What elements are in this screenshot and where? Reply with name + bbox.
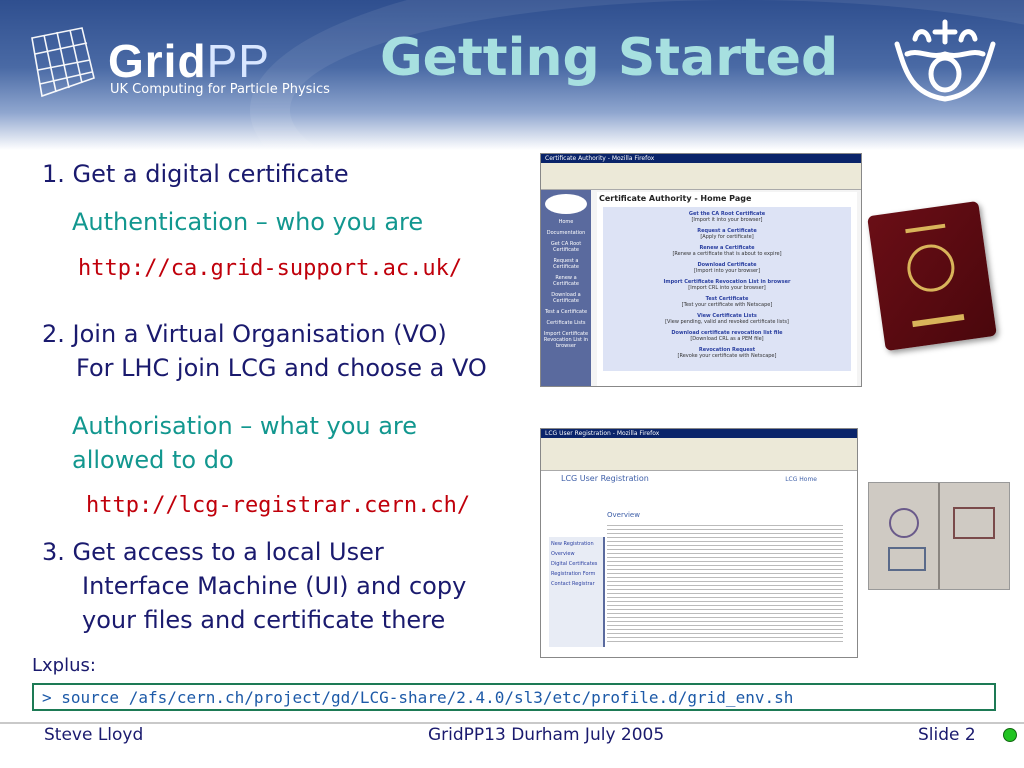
logo-tagline: UK Computing for Particle Physics bbox=[110, 82, 330, 97]
e-science-logo-icon bbox=[545, 194, 587, 214]
status-dot-icon bbox=[1003, 728, 1017, 742]
ca-link-desc: [Import into your browser] bbox=[693, 268, 761, 274]
ca-link-desc: [Apply for certificate] bbox=[700, 234, 754, 240]
royal-crest-icon bbox=[867, 201, 997, 351]
ca-link-desc: [Test your certificate with Netscape] bbox=[681, 302, 773, 308]
ca-nav-item[interactable]: Request a Certificate bbox=[553, 258, 579, 270]
lxplus-label: Lxplus: bbox=[32, 655, 96, 676]
item-1-heading: 1. Get a digital certificate bbox=[42, 160, 349, 188]
lcg-nav-sidebar bbox=[549, 537, 605, 647]
slide-title: Getting Started bbox=[380, 28, 839, 88]
ca-link-desc: [Revoke your certificate with Netscape] bbox=[677, 353, 777, 359]
ca-link[interactable]: http://ca.grid-support.ac.uk/ bbox=[78, 256, 463, 281]
ca-nav-sidebar bbox=[541, 190, 591, 386]
lcg-registrar-link[interactable]: http://lcg-registrar.cern.ch/ bbox=[86, 493, 471, 518]
item-3-heading: 3. Get access to a local User bbox=[42, 538, 384, 566]
lcg-nav-item[interactable]: Contact Registrar bbox=[551, 581, 595, 587]
ca-link-title[interactable]: Download certificate revocation list file bbox=[671, 330, 783, 336]
ca-link-desc: [Import CRL into your browser] bbox=[688, 285, 766, 291]
ca-link-desc: [View pending, valid and revoked certificate lists] bbox=[665, 319, 789, 325]
ca-window-titlebar: Certificate Authority - Mozilla Firefox bbox=[541, 154, 861, 163]
ca-link-desc: [Renew a certificate that is about to expire] bbox=[672, 251, 782, 257]
lcg-body-text-lines bbox=[607, 525, 843, 645]
lcg-browser-toolbar bbox=[541, 438, 857, 471]
ca-link-title[interactable]: Import Certificate Revocation List in browser bbox=[663, 279, 791, 285]
ca-nav-item[interactable]: Documentation bbox=[546, 230, 586, 236]
item-1-subtitle: Authentication – who you are bbox=[72, 208, 424, 236]
lcg-page-content bbox=[541, 471, 857, 657]
ca-browser-toolbar bbox=[541, 163, 861, 190]
ca-nav-item[interactable]: Certificate Lists bbox=[546, 320, 586, 326]
passport-stamps-icon bbox=[869, 483, 1009, 589]
ca-link-title[interactable]: Revocation Request bbox=[698, 347, 756, 353]
source-command: > source /afs/cern.ch/project/gd/LCG-share/2.4.0/sl3/etc/profile.d/grid_env.sh bbox=[42, 688, 794, 707]
gridpp-logo-text: GridPP bbox=[108, 35, 270, 87]
command-box bbox=[32, 683, 996, 711]
crown-logo-icon bbox=[885, 14, 1005, 114]
item-3-line3: your files and certificate there bbox=[82, 606, 446, 634]
passport-cover-image bbox=[867, 201, 997, 351]
ca-link-title[interactable]: View Certificate Lists bbox=[697, 313, 757, 319]
footer-divider bbox=[0, 722, 1024, 724]
ca-nav-item[interactable]: Renew a Certificate bbox=[553, 275, 579, 287]
item-2-detail: For LHC join LCG and choose a VO bbox=[76, 354, 487, 382]
ca-link-title[interactable]: Test Certificate bbox=[705, 296, 749, 302]
item-2-subtitle-line2: allowed to do bbox=[72, 446, 234, 474]
lcg-section-title: Overview bbox=[607, 511, 640, 519]
lcg-nav-item[interactable]: New Registration bbox=[551, 541, 594, 547]
footer-event: GridPP13 Durham July 2005 bbox=[428, 725, 665, 745]
gridpp-grid-icon bbox=[22, 18, 102, 108]
lcg-home-label: LCG Home bbox=[785, 476, 817, 483]
lcg-page-heading: LCG User Registration bbox=[561, 474, 649, 483]
passport-open-pages-image bbox=[868, 482, 1010, 590]
ca-nav-item[interactable]: Download a Certificate bbox=[551, 292, 581, 304]
ca-nav-item[interactable]: Import Certificate Revocation List in browser bbox=[543, 331, 589, 349]
footer-slide-number: Slide 2 bbox=[918, 725, 976, 745]
ca-link-title[interactable]: Request a Certificate bbox=[697, 228, 757, 234]
lcg-window-titlebar: LCG User Registration - Mozilla Firefox bbox=[541, 429, 857, 438]
item-3-line2: Interface Machine (UI) and copy bbox=[82, 572, 467, 600]
ca-nav-item[interactable]: Home bbox=[558, 219, 574, 225]
lcg-nav-item[interactable]: Digital Certificates bbox=[551, 561, 598, 567]
lcg-nav-item[interactable]: Registration Form bbox=[551, 571, 596, 577]
lcg-browser-screenshot bbox=[540, 428, 858, 658]
ca-link-title[interactable]: Renew a Certificate bbox=[699, 245, 755, 251]
item-2-subtitle-line1: Authorisation – what you are bbox=[72, 412, 418, 440]
ca-browser-screenshot bbox=[540, 153, 862, 387]
ca-link-title[interactable]: Download Certificate bbox=[697, 262, 757, 268]
ca-link-desc: [Import it into your browser] bbox=[691, 217, 763, 223]
lcg-nav-item[interactable]: Overview bbox=[551, 551, 575, 557]
ca-link-desc: [Download CRL as a PEM file] bbox=[690, 336, 764, 342]
ca-link-panel bbox=[603, 207, 851, 371]
footer-author: Steve Lloyd bbox=[44, 725, 144, 745]
slide-header bbox=[0, 0, 1024, 150]
ca-link-title[interactable]: Get the CA Root Certificate bbox=[688, 211, 766, 217]
item-2-heading: 2. Join a Virtual Organisation (VO) bbox=[42, 320, 447, 348]
ca-nav-item[interactable]: Test a Certificate bbox=[544, 309, 588, 315]
ca-page-heading: Certificate Authority - Home Page bbox=[599, 194, 752, 203]
ca-nav-item[interactable]: Get CA Root Certificate bbox=[550, 241, 582, 253]
ca-page-content bbox=[597, 192, 857, 386]
